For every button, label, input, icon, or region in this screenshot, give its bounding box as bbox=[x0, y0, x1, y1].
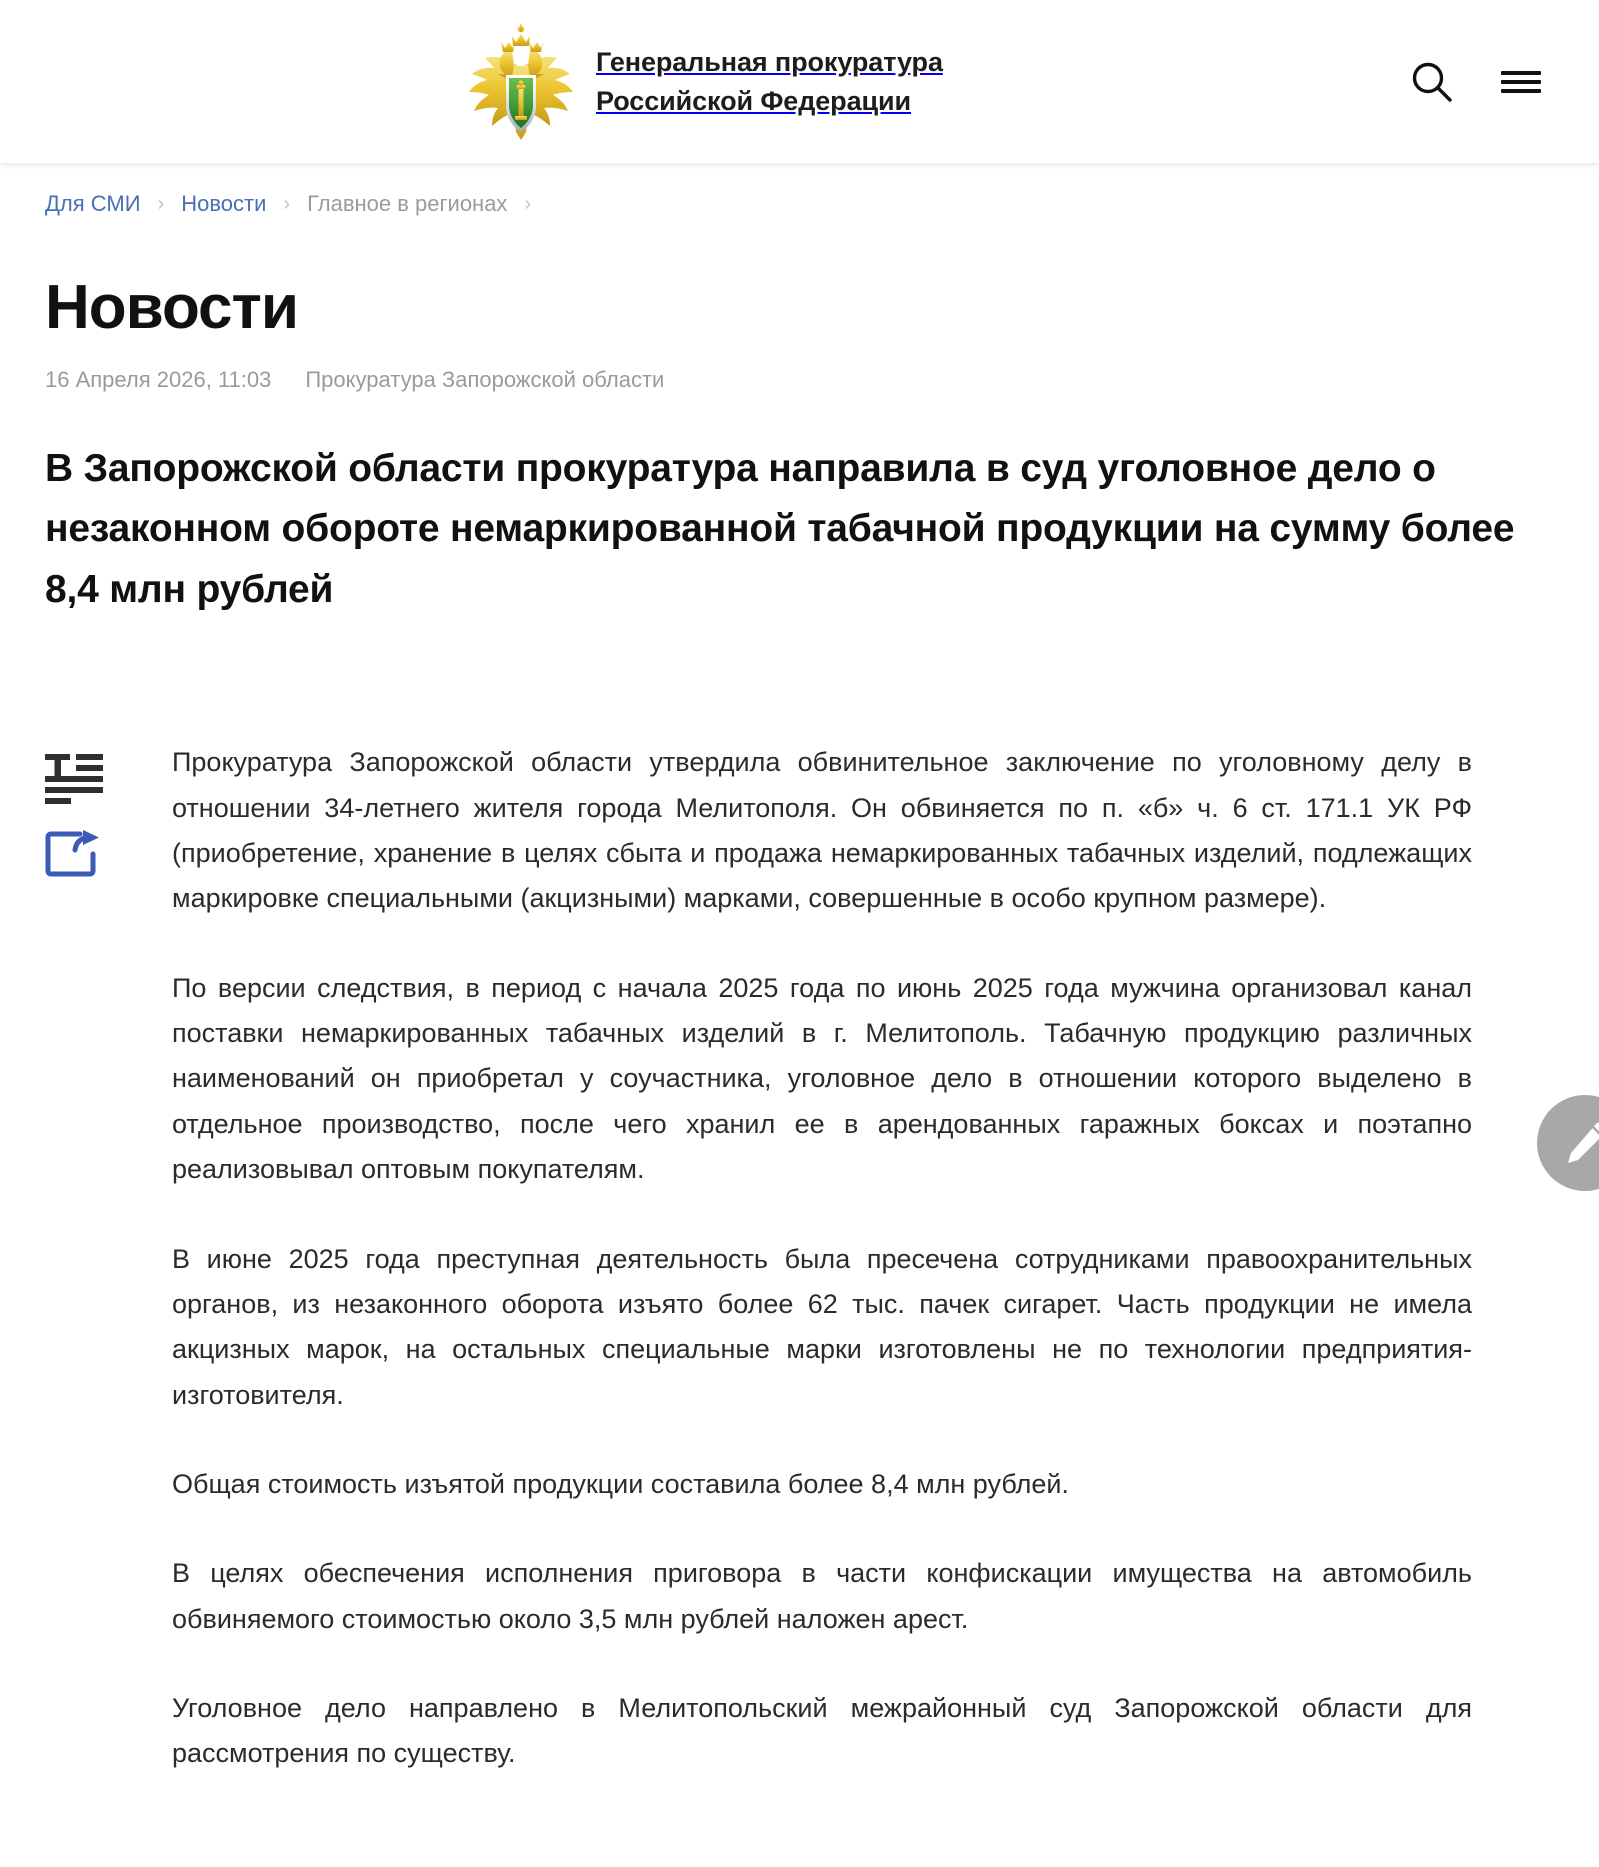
breadcrumb-item-novosti[interactable]: Новости bbox=[181, 191, 267, 216]
share-icon[interactable] bbox=[45, 828, 101, 878]
article-paragraph: Уголовное дело направлено в Мелитопольский межрайонный суд Запорожской области для рассмотрения по существу. bbox=[172, 1693, 1472, 1769]
hamburger-bars bbox=[1501, 67, 1541, 97]
russian-double-headed-eagle-emblem bbox=[468, 22, 574, 142]
brand-title-line-2: Российской Федерации bbox=[596, 85, 911, 116]
article-body bbox=[172, 740, 1472, 1776]
article-paragraph: В июне 2025 года преступная деятельность была пресечена сотрудниками правоохранительных органов, из незаконного оборота изъято более 62 тыс. пачек сигарет. Часть продукции не имела акцизных марок, на остальных специальные марки изготовлены не по технологии предприятия-изготовителя. bbox=[172, 1243, 1472, 1410]
page-header-block bbox=[0, 273, 1599, 620]
site-header bbox=[0, 0, 1599, 163]
breadcrumb-separator-icon: › bbox=[283, 193, 291, 215]
breadcrumb-separator-icon: › bbox=[157, 193, 165, 215]
breadcrumb-item-dlya-smi[interactable]: Для СМИ bbox=[45, 191, 141, 216]
article-area bbox=[0, 740, 1599, 1866]
hamburger-menu-icon[interactable] bbox=[1501, 67, 1541, 97]
article-paragraph: В целях обеспечения исполнения приговора в части конфискации имущества на автомобиль обвиняемого стоимостью около 3,5 млн рублей наложен арест. bbox=[172, 1558, 1472, 1634]
article-source: Прокуратура Запорожской области bbox=[305, 367, 665, 392]
article-paragraph: Прокуратура Запорожской области утвердила обвинительное заключение по уголовному делу в отношении 34-летнего жителя города Мелитополя. Он обвиняется по п. «б» ч. 6 ст. 171.1 УК РФ (приобретение, хранение в целях сбыта и продажа немаркированных табачных изделий, подлежащих маркировке специальными (акцизными) марками, совершенные в особо крупном размере). bbox=[172, 747, 1472, 914]
brand-title-line-1: Генеральная прокуратура bbox=[596, 47, 943, 78]
breadcrumb-item-glavnoe-v-regionah[interactable]: Главное в регионах bbox=[307, 191, 508, 216]
breadcrumb-separator-icon: › bbox=[524, 193, 532, 215]
search-icon[interactable] bbox=[1409, 59, 1455, 105]
breadcrumb bbox=[0, 163, 1599, 215]
brand-logo-link[interactable] bbox=[468, 22, 943, 142]
article-paragraph: По версии следствия, в период с начала 2025 года по июнь 2025 года мужчина организовал канал поставки немаркированных табачных изделий в г. Мелитополь. Табачную продукцию различных наименований он приобретал у соучастника, уголовное дело в отношении которого выделено в отдельное производство, после чего хранил ее в арендованных гаражных боксах и поэтапно реализовывал оптовым покупателям. bbox=[172, 972, 1472, 1185]
article-date: 16 Апреля 2026, 11:03 bbox=[45, 367, 272, 392]
text-format-icon[interactable] bbox=[45, 752, 103, 804]
brand-title bbox=[596, 43, 943, 120]
page-title: Новости bbox=[45, 273, 298, 342]
article-meta bbox=[45, 367, 1554, 393]
article-headline: В Запорожской области прокуратура направила в суд уголовное дело о незаконном обороте немаркированной табачной продукции на сумму более 8,4 млн рублей bbox=[45, 447, 1515, 611]
article-side-tools bbox=[45, 740, 172, 878]
article-paragraph: Общая стоимость изъятой продукции составила более 8,4 млн рублей. bbox=[172, 1468, 1069, 1499]
header-actions bbox=[1409, 59, 1541, 105]
